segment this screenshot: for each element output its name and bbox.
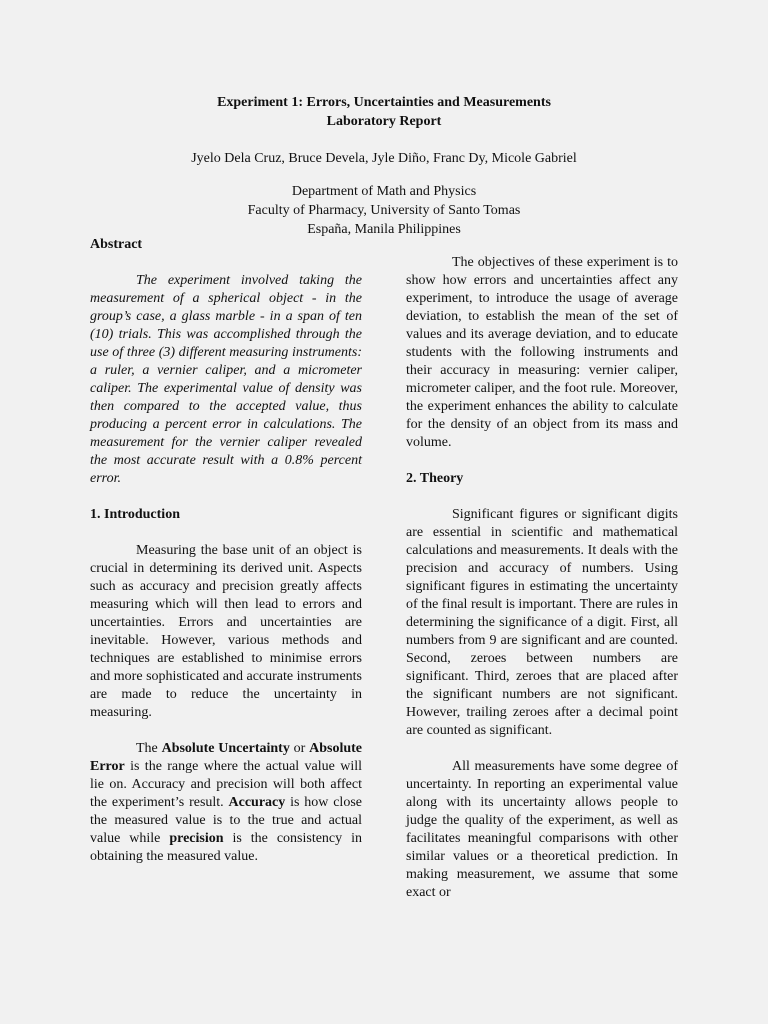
affiliation [0, 182, 768, 239]
abstract-heading: Abstract [90, 237, 143, 252]
theory-heading: 2. Theory [406, 471, 464, 486]
term-precision: precision [169, 831, 224, 846]
term-accuracy: Accuracy [228, 795, 286, 810]
intro-p2-text-1: The [136, 741, 162, 756]
introduction-heading: 1. Introduction [90, 507, 180, 522]
title-line-2: Laboratory Report [326, 114, 442, 129]
introduction-paragraph-2 [90, 740, 362, 866]
affiliation-faculty: Faculty of Pharmacy, University of Santo Tomas [247, 203, 521, 218]
authors: Jyelo Dela Cruz, Bruce Devela, Jyle Diño, Franc Dy, Micole Gabriel [191, 151, 577, 166]
affiliation-location: España, Manila Philippines [307, 222, 461, 237]
intro-p2-text-3: is the range where the actual value will lie on. Accuracy and precision will both affect the experiment’s result. [90, 759, 362, 810]
intro-p2-text-4: is how close the measured value is to the true and actual value while [90, 795, 362, 846]
introduction-paragraph-1: Measuring the base unit of an object is crucial in determining its derived unit. Aspects such as accuracy and precision greatly affects measuring which will then lead to errors and uncertainties. Errors and uncertainties are inevitable. However, various methods and techniques are established to minimise errors and more sophisticated and accurate instruments are made to reduce the uncertainty in measuring. [90, 543, 362, 720]
theory-paragraph-2: All measurements have some degree of uncertainty. In reporting an experimental value along with its uncertainty allows people to judge the quality of the experiment, as well as facilitates meaningful comparisons with other similar values or a theoretical prediction. In making measurement, we assume that some exact or [406, 759, 678, 900]
affiliation-department: Department of Math and Physics [291, 184, 477, 199]
theory-paragraph-1: Significant figures or significant digits are essential in scientific and mathematical calculations and measurements. It deals with the precision and accuracy of numbers. Using significant figures in estimating the uncertainty of the final result is important. There are rules in determining the significance of a digit. First, all numbers from 9 are significant and are counted. Second, zeroes between numbers are significant. Third, zeroes that are placed after the significant numbers are not significant. However, trailing zeroes after a decimal point are counted as significant. [406, 507, 678, 738]
right-column [406, 254, 678, 902]
title-line-1: Experiment 1: Errors, Uncertainties and Measurements [217, 95, 551, 110]
abstract-text: The experiment involved taking the measurement of a spherical object - in the group’s case, a glass marble - in a span of ten (10) trials. This was accomplished through the use of three (3) different measuring instruments: a ruler, a vernier caliper, and a micrometer caliper. The experimental value of density was then compared to the accepted value, thus producing a percent error in calculations. The measurement for the vernier caliper revealed the most accurate result with a 0.8% percent error. [90, 273, 362, 486]
introduction-paragraph-3: The objectives of these experiment is to show how errors and uncertainties affect any experiment, to introduce the usage of average deviation, to establish the mean of the set of values and its average deviation, and to educate students with the following instruments and their accuracy in measuring: vernier caliper, micrometer caliper, and the foot rule. Moreover, the experiment enhances the ability to calculate for the density of an object from its mass and volume. [406, 255, 678, 450]
term-absolute-uncertainty: Absolute Uncertainty [161, 741, 290, 756]
left-column [90, 236, 362, 866]
intro-p2-text-5: is the consistency in obtaining the measured value. [90, 831, 362, 864]
intro-p2-text-2: or [289, 741, 310, 756]
document-header [0, 93, 768, 239]
term-absolute-error: Absolute Error [90, 741, 363, 774]
